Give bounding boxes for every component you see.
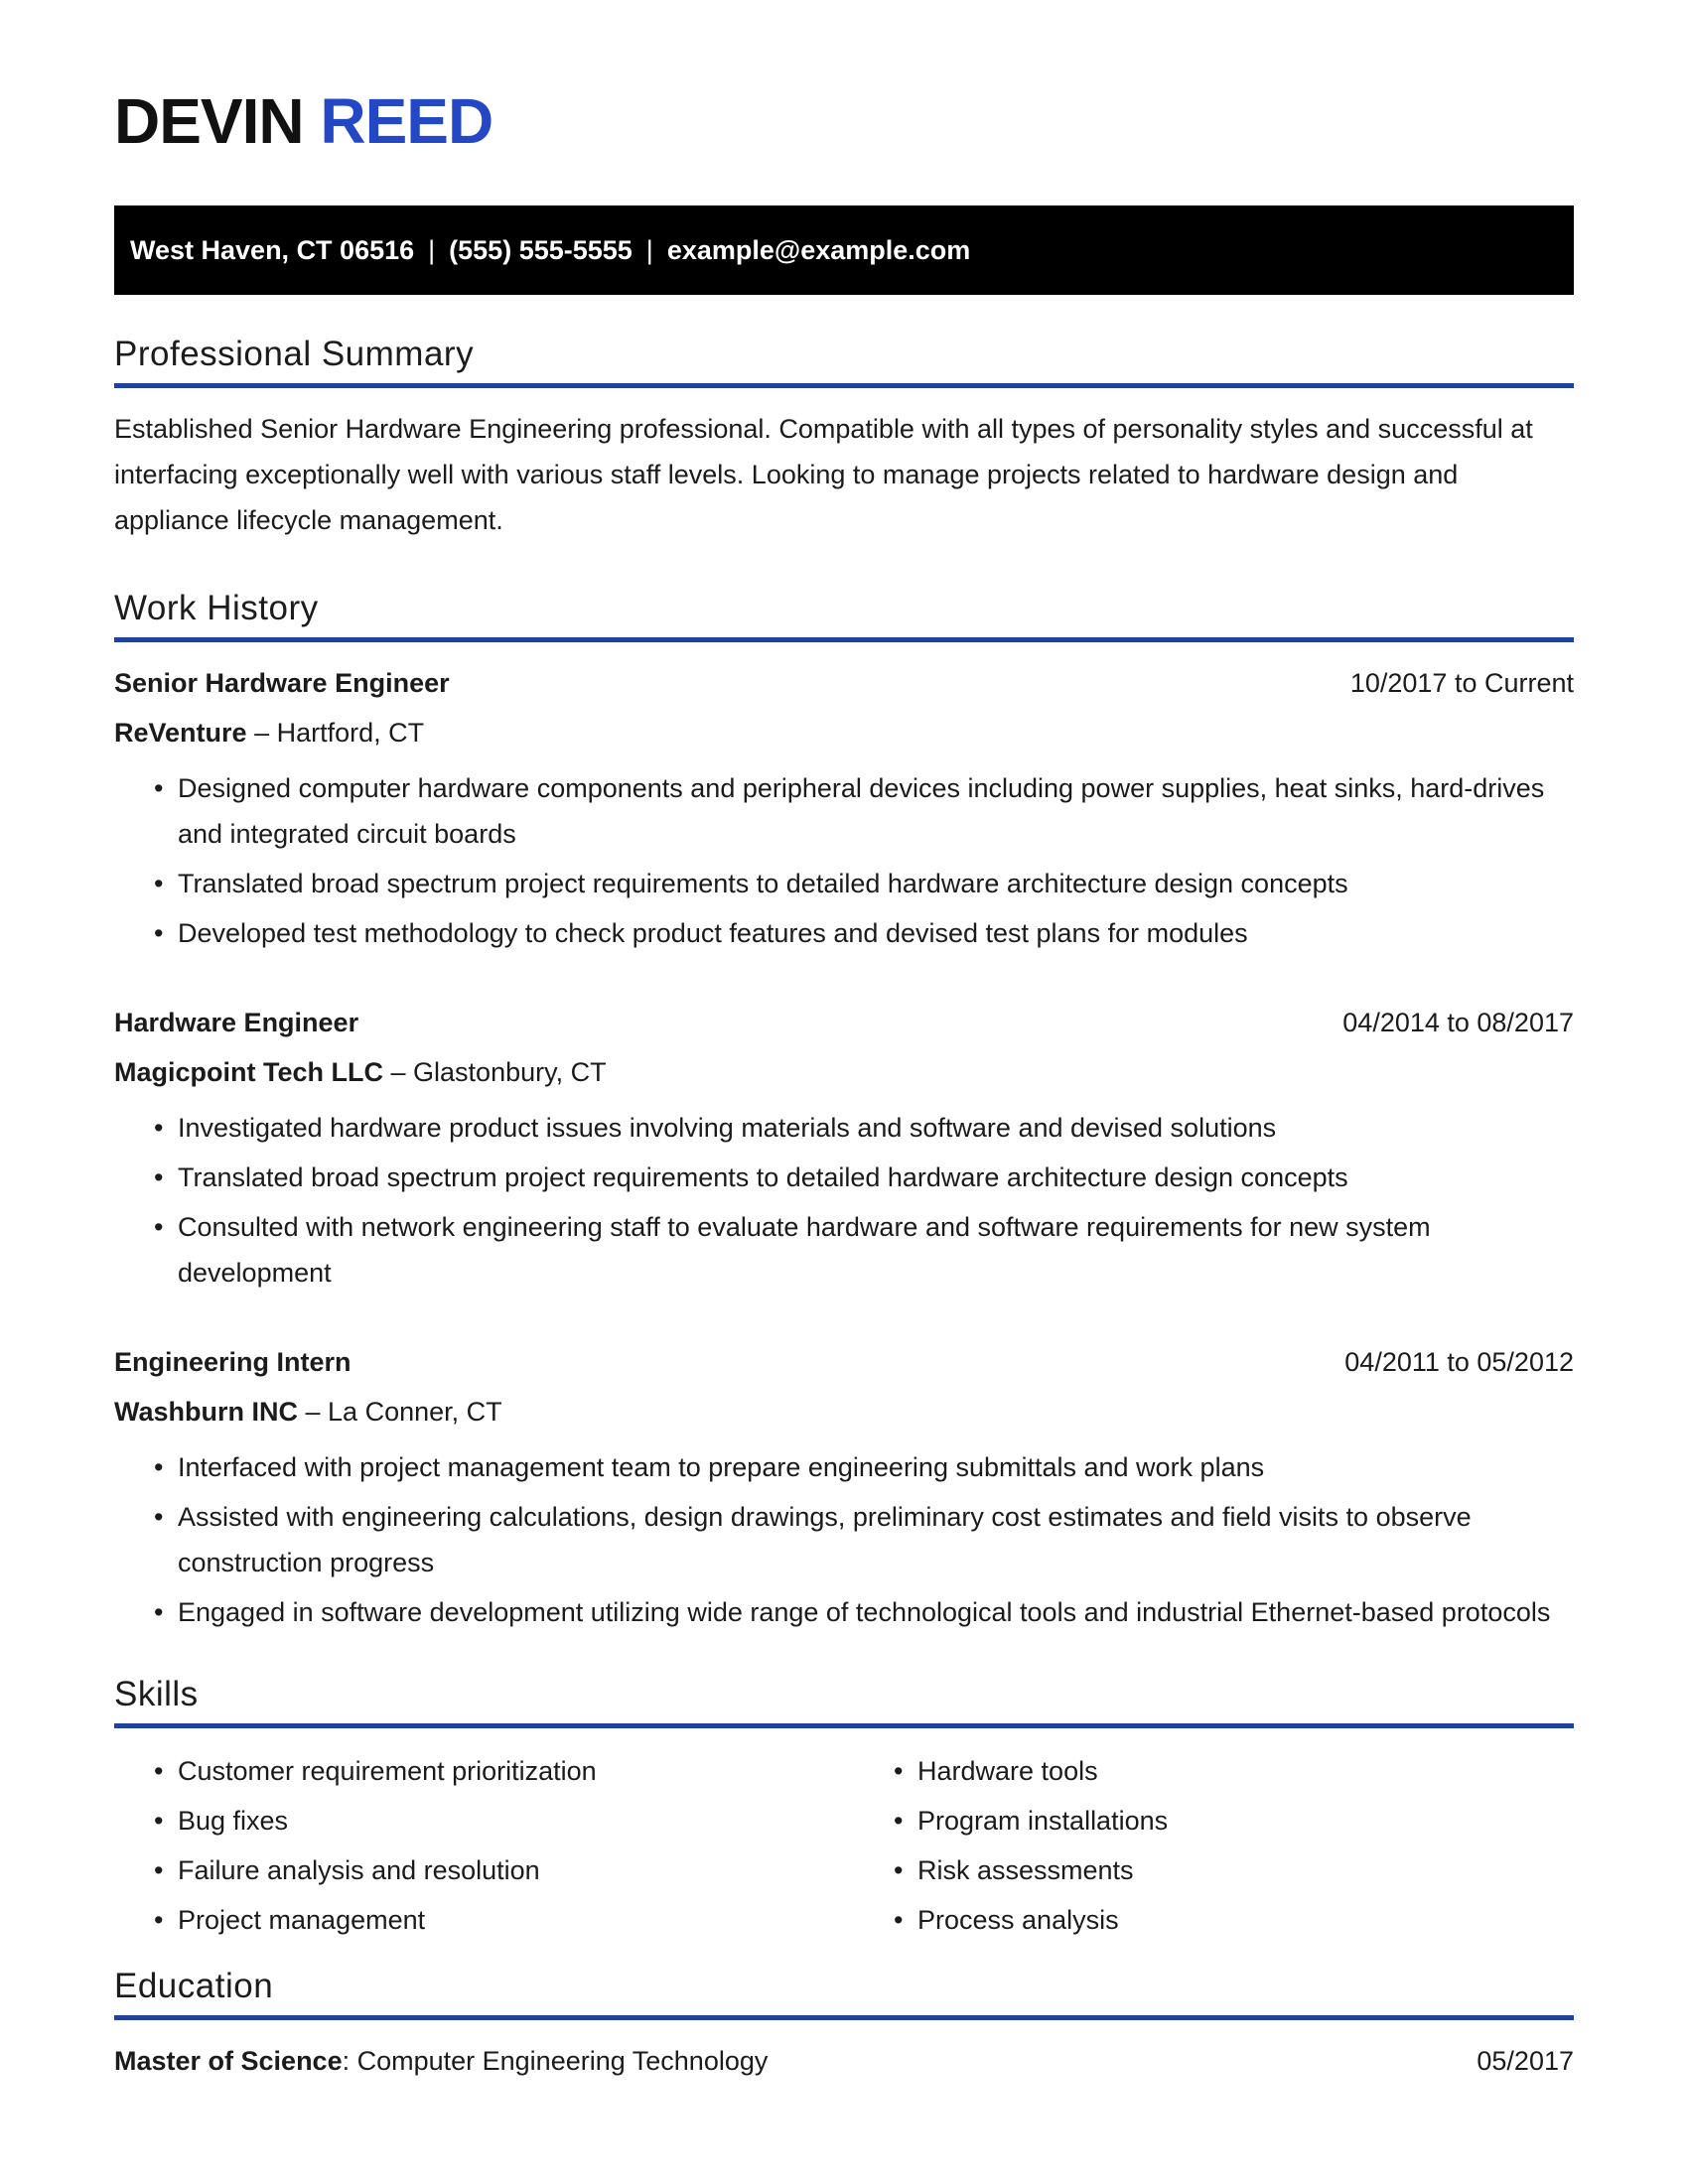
company-location: – Hartford, CT <box>254 718 425 748</box>
job-title: Senior Hardware Engineer <box>114 668 450 698</box>
job-bullet: • Consulted with network engineering staff to evaluate hardware and software requirements for new system development <box>154 1204 1574 1296</box>
contact-separator: | <box>428 234 436 265</box>
job-entry <box>114 1339 1574 1635</box>
skills-list <box>114 1748 854 1943</box>
job-bullet-list <box>114 1444 1574 1635</box>
last-name: REED <box>320 85 493 157</box>
education-date: 05/2017 <box>1477 2046 1574 2076</box>
page-title <box>114 85 1574 157</box>
contact-location: West Haven, CT 06516 <box>130 234 415 265</box>
job-company-line <box>114 710 1574 755</box>
summary-heading: Professional Summary <box>114 335 475 373</box>
skills-list <box>854 1748 1574 1943</box>
contact-banner <box>114 205 1574 295</box>
section-skills <box>114 1675 1574 1947</box>
job-bullet: • Designed computer hardware components and peripheral devices including power supplies, heat sinks, hard-drives and integrated circuit boards <box>154 765 1574 857</box>
job-bullet: • Interfaced with project management team to prepare engineering submittals and work plans <box>154 1444 1574 1490</box>
company-name: Magicpoint Tech LLC <box>114 1057 383 1087</box>
skill-item: • Hardware tools <box>894 1748 1574 1794</box>
section-divider <box>114 1723 1574 1728</box>
first-name: DEVIN <box>114 85 304 157</box>
section-education <box>114 1967 1574 2084</box>
job-dates: 10/2017 to Current <box>1349 668 1574 698</box>
skills-heading: Skills <box>114 1675 199 1713</box>
section-divider <box>114 383 1574 388</box>
summary-text: Established Senior Hardware Engineering professional. Compatible with all types of personality styles and successful at interfacing exceptionally well with various staff levels. Looking to manage projects related to hardware design and appliance lifecycle management. <box>114 414 1533 535</box>
job-bullet: • Translated broad spectrum project requirements to detailed hardware architecture design concepts <box>154 861 1574 906</box>
education-degree-line <box>114 2038 768 2084</box>
section-divider <box>114 637 1574 642</box>
company-name: Washburn INC <box>114 1397 298 1427</box>
job-bullet-list <box>114 1105 1574 1296</box>
company-name: ReVenture <box>114 718 247 748</box>
job-title: Engineering Intern <box>114 1347 352 1377</box>
job-entry <box>114 1000 1574 1296</box>
skill-item: • Program installations <box>894 1798 1574 1843</box>
skill-item: • Process analysis <box>894 1897 1574 1943</box>
job-title: Hardware Engineer <box>114 1008 359 1037</box>
job-bullet: • Developed test methodology to check product features and devised test plans for modules <box>154 910 1574 956</box>
section-work-history <box>114 589 1574 1635</box>
job-entry <box>114 660 1574 956</box>
contact-phone: (555) 555-5555 <box>449 234 633 265</box>
education-heading: Education <box>114 1967 274 2005</box>
skills-column-left <box>114 1748 854 1947</box>
skill-item: • Failure analysis and resolution <box>154 1847 854 1893</box>
company-location: – Glastonbury, CT <box>390 1057 607 1087</box>
education-entry <box>114 2038 1574 2084</box>
job-header <box>114 660 1574 706</box>
job-bullet: • Engaged in software development utilizing wide range of technological tools and industrial Ethernet-based protocols <box>154 1589 1574 1635</box>
work-history-heading: Work History <box>114 589 319 627</box>
job-bullet: • Translated broad spectrum project requirements to detailed hardware architecture design concepts <box>154 1155 1574 1200</box>
skill-item: • Customer requirement prioritization <box>154 1748 854 1794</box>
job-dates: 04/2011 to 05/2012 <box>1344 1347 1574 1377</box>
job-company-line <box>114 1049 1574 1095</box>
job-bullet: • Assisted with engineering calculations, design drawings, preliminary cost estimates and field visits to observe construction progress <box>154 1494 1574 1585</box>
skills-columns <box>114 1748 1574 1947</box>
job-company-line <box>114 1389 1574 1434</box>
job-header <box>114 1000 1574 1045</box>
job-dates: 04/2014 to 08/2017 <box>1342 1008 1574 1037</box>
contact-separator: | <box>645 234 653 265</box>
skill-item: • Risk assessments <box>894 1847 1574 1893</box>
skills-column-right <box>854 1748 1574 1947</box>
job-bullet: • Investigated hardware product issues involving materials and software and devised solutions <box>154 1105 1574 1151</box>
degree-name: Master of Science <box>114 2046 343 2076</box>
degree-program: : Computer Engineering Technology <box>342 2046 769 2076</box>
skill-item: • Project management <box>154 1897 854 1943</box>
job-header <box>114 1339 1574 1385</box>
company-location: – La Conner, CT <box>305 1397 502 1427</box>
section-professional-summary <box>114 335 1574 543</box>
skill-item: • Bug fixes <box>154 1798 854 1843</box>
contact-email: example@example.com <box>666 234 971 265</box>
job-bullet-list <box>114 765 1574 956</box>
section-divider <box>114 2015 1574 2020</box>
